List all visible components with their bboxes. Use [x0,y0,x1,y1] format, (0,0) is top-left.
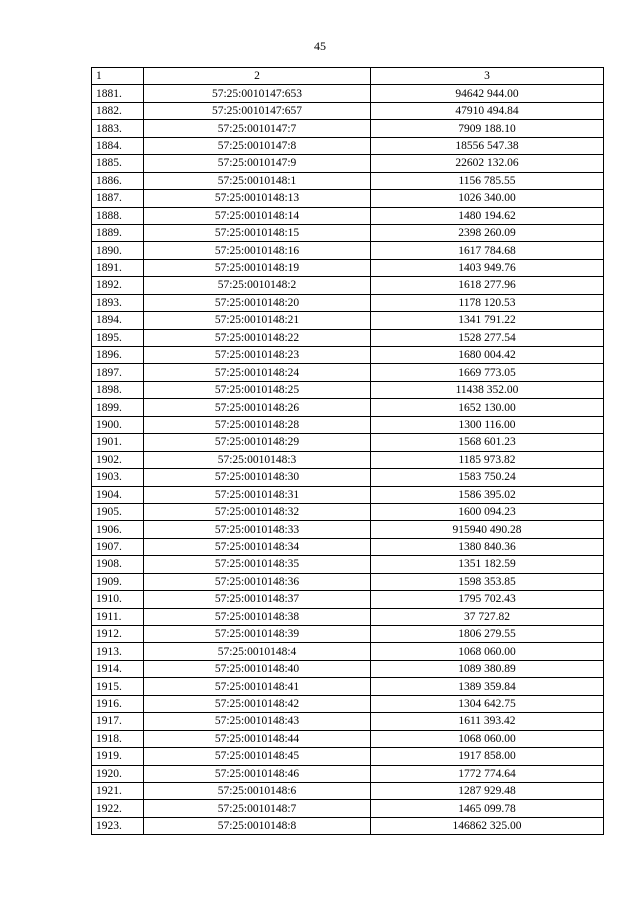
value-cell: 1287 929.48 [371,782,604,799]
row-number-cell: 1917. [92,713,144,730]
table-row [92,364,604,381]
row-number-cell: 1918. [92,730,144,747]
cadastral-number-cell: 57:25:0010148:36 [144,573,371,590]
table-row [92,643,604,660]
value-cell: 11438 352.00 [371,381,604,398]
row-number-cell: 1910. [92,591,144,608]
cadastral-number-cell: 57:25:0010147:8 [144,137,371,154]
cadastral-number-cell: 57:25:0010148:40 [144,660,371,677]
row-number-cell: 1881. [92,85,144,102]
row-number-cell: 1890. [92,242,144,259]
cadastral-number-cell: 57:25:0010148:31 [144,486,371,503]
table-row [92,329,604,346]
row-number-cell: 1904. [92,486,144,503]
value-cell: 18556 547.38 [371,137,604,154]
row-number-cell: 1891. [92,259,144,276]
row-number-cell: 1893. [92,294,144,311]
row-number-cell: 1896. [92,347,144,364]
value-cell: 1178 120.53 [371,294,604,311]
row-number-cell: 1922. [92,800,144,817]
cadastral-number-cell: 57:25:0010148:29 [144,434,371,451]
table-row [92,608,604,625]
row-number-cell: 1899. [92,399,144,416]
cadastral-number-cell: 57:25:0010148:26 [144,399,371,416]
cadastral-number-cell: 57:25:0010148:37 [144,591,371,608]
value-cell: 1300 116.00 [371,416,604,433]
value-cell: 1480 194.62 [371,207,604,224]
table-body [92,85,604,835]
table-row [92,347,604,364]
row-number-cell: 1919. [92,748,144,765]
table-row [92,730,604,747]
row-number-cell: 1888. [92,207,144,224]
row-number-cell: 1900. [92,416,144,433]
value-cell: 1598 353.85 [371,573,604,590]
row-number-cell: 1884. [92,137,144,154]
cadastral-number-cell: 57:25:0010148:24 [144,364,371,381]
value-cell: 1795 702.43 [371,591,604,608]
table-row [92,782,604,799]
value-cell: 1568 601.23 [371,434,604,451]
value-cell: 1917 858.00 [371,748,604,765]
row-number-cell: 1916. [92,695,144,712]
value-cell: 1403 949.76 [371,259,604,276]
cadastral-number-cell: 57:25:0010148:14 [144,207,371,224]
cadastral-number-cell: 57:25:0010148:44 [144,730,371,747]
value-cell: 94642 944.00 [371,85,604,102]
cadastral-number-cell: 57:25:0010148:15 [144,224,371,241]
table-row [92,120,604,137]
table-row [92,695,604,712]
table-row [92,434,604,451]
row-number-cell: 1921. [92,782,144,799]
value-cell: 1351 182.59 [371,556,604,573]
value-cell: 1806 279.55 [371,626,604,643]
cadastral-number-cell: 57:25:0010147:653 [144,85,371,102]
row-number-cell: 1907. [92,538,144,555]
table-row [92,591,604,608]
table-row [92,85,604,102]
table-row [92,469,604,486]
cadastral-number-cell: 57:25:0010148:13 [144,190,371,207]
value-cell: 1669 773.05 [371,364,604,381]
row-number-cell: 1912. [92,626,144,643]
table-row [92,748,604,765]
value-cell: 37 727.82 [371,608,604,625]
cadastral-number-cell: 57:25:0010148:16 [144,242,371,259]
value-cell: 1600 094.23 [371,503,604,520]
cadastral-number-cell: 57:25:0010148:32 [144,503,371,520]
table-row [92,713,604,730]
table-row [92,765,604,782]
cadastral-number-cell: 57:25:0010148:21 [144,312,371,329]
row-number-cell: 1887. [92,190,144,207]
cadastral-table [91,67,604,835]
value-cell: 1068 060.00 [371,730,604,747]
cadastral-number-cell: 57:25:0010148:39 [144,626,371,643]
row-number-cell: 1915. [92,678,144,695]
value-cell: 1465 099.78 [371,800,604,817]
value-cell: 22602 132.06 [371,155,604,172]
row-number-cell: 1913. [92,643,144,660]
table-row [92,190,604,207]
row-number-cell: 1905. [92,503,144,520]
table-row [92,817,604,834]
table-row [92,521,604,538]
value-cell: 1611 393.42 [371,713,604,730]
page-number: 45 [314,39,326,53]
value-cell: 1652 130.00 [371,399,604,416]
cadastral-number-cell: 57:25:0010148:33 [144,521,371,538]
table-row [92,137,604,154]
cadastral-number-cell: 57:25:0010148:4 [144,643,371,660]
row-number-cell: 1895. [92,329,144,346]
cadastral-number-cell: 57:25:0010148:46 [144,765,371,782]
row-number-cell: 1885. [92,155,144,172]
cadastral-number-cell: 57:25:0010148:23 [144,347,371,364]
table-row [92,486,604,503]
value-cell: 1528 277.54 [371,329,604,346]
value-cell: 1617 784.68 [371,242,604,259]
cadastral-number-cell: 57:25:0010148:2 [144,277,371,294]
value-cell: 7909 188.10 [371,120,604,137]
column-header-3: 3 [371,68,604,85]
table-row [92,277,604,294]
row-number-cell: 1883. [92,120,144,137]
value-cell: 1068 060.00 [371,643,604,660]
table-row [92,294,604,311]
value-cell: 915940 490.28 [371,521,604,538]
table-row [92,207,604,224]
cadastral-number-cell: 57:25:0010148:34 [144,538,371,555]
table-row [92,800,604,817]
table-row [92,626,604,643]
cadastral-number-cell: 57:25:0010148:25 [144,381,371,398]
cadastral-number-cell: 57:25:0010148:35 [144,556,371,573]
cadastral-number-cell: 57:25:0010147:657 [144,102,371,119]
table-row [92,172,604,189]
row-number-cell: 1909. [92,573,144,590]
cadastral-number-cell: 57:25:0010148:6 [144,782,371,799]
value-cell: 1583 750.24 [371,469,604,486]
cadastral-number-cell: 57:25:0010147:7 [144,120,371,137]
row-number-cell: 1882. [92,102,144,119]
value-cell: 1185 973.82 [371,451,604,468]
cadastral-number-cell: 57:25:0010148:3 [144,451,371,468]
row-number-cell: 1923. [92,817,144,834]
cadastral-number-cell: 57:25:0010148:7 [144,800,371,817]
value-cell: 2398 260.09 [371,224,604,241]
table-row [92,573,604,590]
row-number-cell: 1914. [92,660,144,677]
row-number-cell: 1903. [92,469,144,486]
value-cell: 1680 004.42 [371,347,604,364]
value-cell: 1026 340.00 [371,190,604,207]
cadastral-number-cell: 57:25:0010148:28 [144,416,371,433]
row-number-cell: 1886. [92,172,144,189]
value-cell: 1089 380.89 [371,660,604,677]
table-row [92,660,604,677]
cadastral-number-cell: 57:25:0010148:41 [144,678,371,695]
cadastral-number-cell: 57:25:0010148:43 [144,713,371,730]
cadastral-number-cell: 57:25:0010148:38 [144,608,371,625]
table-row [92,416,604,433]
row-number-cell: 1894. [92,312,144,329]
row-number-cell: 1902. [92,451,144,468]
row-number-cell: 1901. [92,434,144,451]
table-row [92,259,604,276]
cadastral-number-cell: 57:25:0010147:9 [144,155,371,172]
value-cell: 1389 359.84 [371,678,604,695]
row-number-cell: 1906. [92,521,144,538]
row-number-cell: 1897. [92,364,144,381]
cadastral-number-cell: 57:25:0010148:8 [144,817,371,834]
value-cell: 1341 791.22 [371,312,604,329]
value-cell: 1304 642.75 [371,695,604,712]
table-row [92,556,604,573]
row-number-cell: 1908. [92,556,144,573]
table-row [92,399,604,416]
table-row [92,242,604,259]
value-cell: 1586 395.02 [371,486,604,503]
row-number-cell: 1889. [92,224,144,241]
row-number-cell: 1892. [92,277,144,294]
row-number-cell: 1898. [92,381,144,398]
cadastral-number-cell: 57:25:0010148:22 [144,329,371,346]
table-row [92,381,604,398]
table-row [92,678,604,695]
cadastral-number-cell: 57:25:0010148:30 [144,469,371,486]
value-cell: 146862 325.00 [371,817,604,834]
row-number-cell: 1911. [92,608,144,625]
table-row [92,102,604,119]
table-row [92,503,604,520]
cadastral-number-cell: 57:25:0010148:19 [144,259,371,276]
value-cell: 1618 277.96 [371,277,604,294]
table-row [92,538,604,555]
column-header-1: 1 [92,68,144,85]
table-row [92,312,604,329]
value-cell: 1380 840.36 [371,538,604,555]
table-row [92,155,604,172]
cadastral-number-cell: 57:25:0010148:20 [144,294,371,311]
value-cell: 1156 785.55 [371,172,604,189]
row-number-cell: 1920. [92,765,144,782]
cadastral-number-cell: 57:25:0010148:1 [144,172,371,189]
table-header-row [92,68,604,85]
value-cell: 1772 774.64 [371,765,604,782]
cadastral-number-cell: 57:25:0010148:45 [144,748,371,765]
table-row [92,224,604,241]
value-cell: 47910 494.84 [371,102,604,119]
column-header-2: 2 [144,68,371,85]
cadastral-number-cell: 57:25:0010148:42 [144,695,371,712]
table-row [92,451,604,468]
